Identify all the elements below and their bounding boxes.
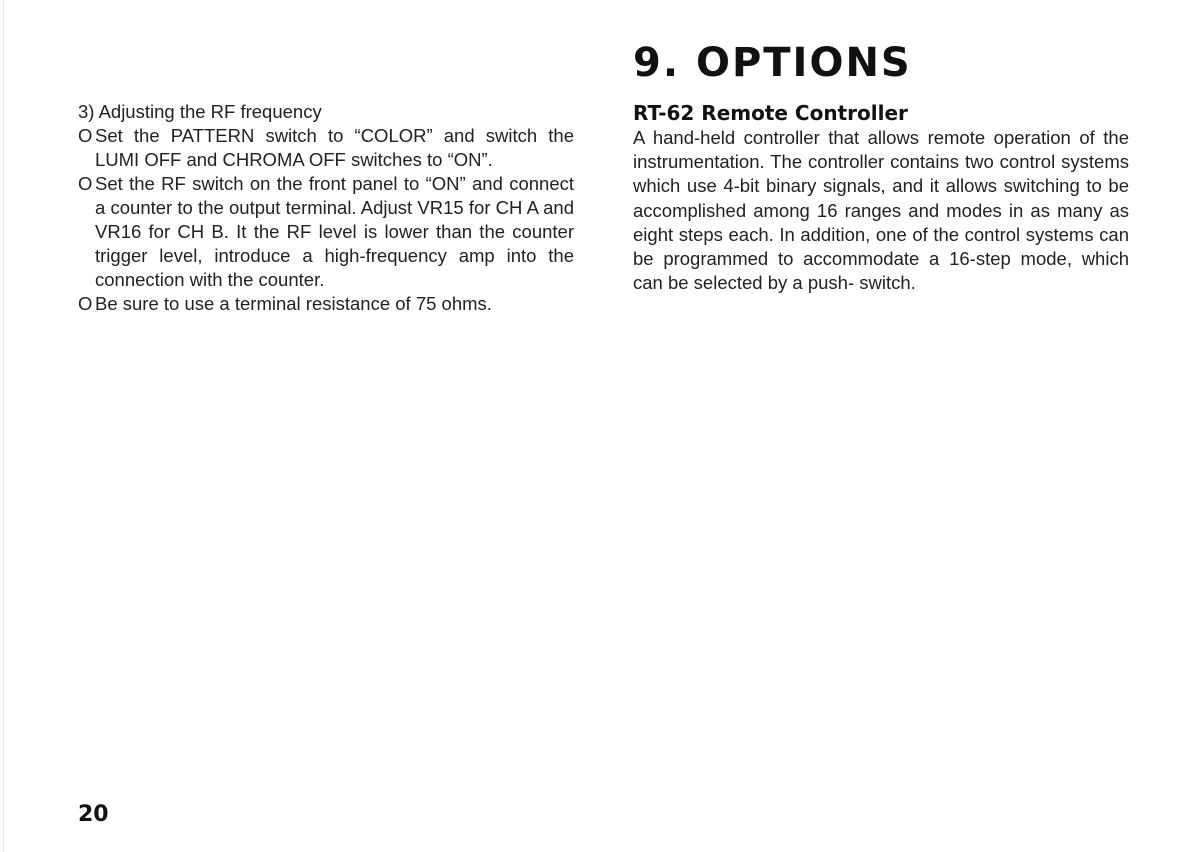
remote-controller-description: A hand-held controller that allows remote operation of the instrumentation. The controller contains two control systems which use 4-bit binary signals, and it allows switching to be accomplished among 16 ranges and modes in as many as eight steps each. In addition, one of the control systems can be programmed to accommodate a 16-step mode, which can be selected by a push- switch. xyxy=(633,127,1129,294)
rf-adjust-heading: 3) Adjusting the RF frequency xyxy=(78,101,322,122)
options-column xyxy=(633,40,1129,295)
subsection-title: RT-62 Remote Controller xyxy=(633,101,908,125)
section-title: 9. OPTIONS xyxy=(633,40,912,86)
bullet-circle-icon: O xyxy=(78,293,93,314)
bullet-circle-icon: O xyxy=(78,173,93,194)
bullet-rf-switch xyxy=(78,172,574,292)
bullet-text: Set the RF switch on the front panel to “ON” and connect a counter to the output terminal. Adjust VR15 for CH A and VR16 for CH B. It the RF level is lower than the counter trigger level, introduce a high-frequency amp into the connection with the counter. xyxy=(95,173,574,290)
bullet-terminal-resistance xyxy=(78,292,574,316)
page-edge-line xyxy=(3,0,4,852)
page-number: 20 xyxy=(78,802,109,827)
bullet-text: Be sure to use a terminal resistance of 75 ohms. xyxy=(95,293,492,314)
adjustment-column xyxy=(78,100,574,316)
bullet-pattern-switch xyxy=(78,124,574,172)
bullet-circle-icon: O xyxy=(78,125,93,146)
bullet-text: Set the PATTERN switch to “COLOR” and switch the LUMI OFF and CHROMA OFF switches to “ON”. xyxy=(95,125,574,170)
